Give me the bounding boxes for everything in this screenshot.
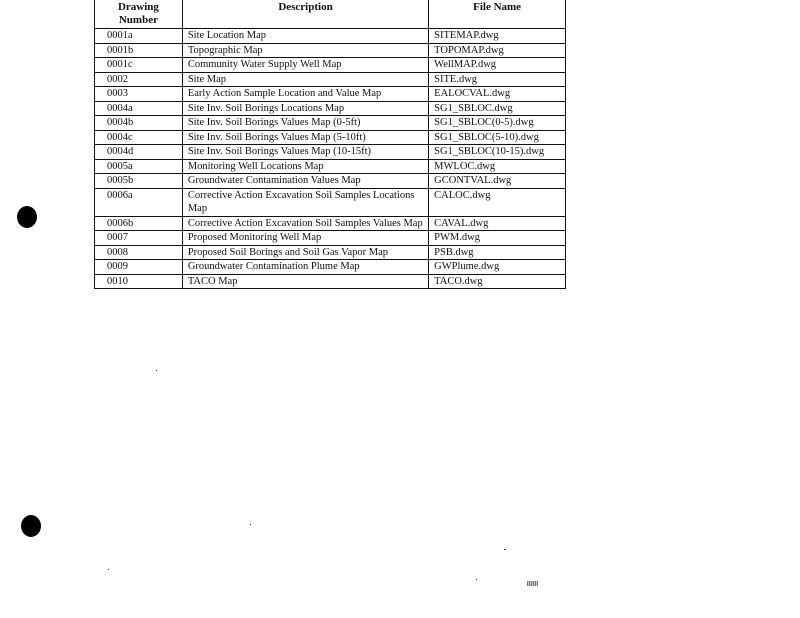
scan-speck <box>504 549 506 550</box>
description-cell: Site Inv. Soil Borings Locations Map <box>182 101 428 116</box>
description-cell: Groundwater Contamination Values Map <box>182 174 428 189</box>
table-row <box>95 216 566 231</box>
file-name-cell: EALOCVAL.dwg <box>429 87 566 102</box>
drawing-number-cell: 0001b <box>95 43 183 58</box>
drawing-number-cell: 0004b <box>95 116 183 131</box>
drawing-number-cell: 0004c <box>95 130 183 145</box>
table-row <box>95 159 566 174</box>
header-drawing-number: Drawing Number <box>95 0 183 29</box>
description-cell: Proposed Monitoring Well Map <box>182 231 428 246</box>
description-cell: Site Inv. Soil Borings Values Map (0-5ft) <box>182 116 428 131</box>
table-row <box>95 58 566 73</box>
description-cell: Early Action Sample Location and Value Map <box>182 87 428 102</box>
drawing-number-cell: 0009 <box>95 260 183 275</box>
drawing-index-table <box>94 0 566 289</box>
table-row <box>95 116 566 131</box>
table-row <box>95 231 566 246</box>
scan-speck <box>156 370 157 371</box>
description-cell: Community Water Supply Well Map <box>182 58 428 73</box>
table-row <box>95 87 566 102</box>
file-name-cell: GCONTVAL.dwg <box>429 174 566 189</box>
table-row <box>95 145 566 160</box>
drawing-number-cell: 0007 <box>95 231 183 246</box>
drawing-number-cell: 0005a <box>95 159 183 174</box>
file-name-cell: GWPlume.dwg <box>429 260 566 275</box>
file-name-cell: CALOC.dwg <box>429 188 566 216</box>
description-cell: Groundwater Contamination Plume Map <box>182 260 428 275</box>
description-cell: Corrective Action Excavation Soil Samples Locations Map <box>182 188 428 216</box>
description-cell: Site Inv. Soil Borings Values Map (5-10ft) <box>182 130 428 145</box>
table-row <box>95 29 566 44</box>
description-cell: Proposed Soil Borings and Soil Gas Vapor Map <box>182 245 428 260</box>
table-row <box>95 101 566 116</box>
file-name-cell: CAVAL.dwg <box>429 216 566 231</box>
table-header-row <box>95 0 566 29</box>
punch-hole-upper <box>17 206 37 228</box>
drawing-number-cell: 0010 <box>95 274 183 289</box>
file-name-cell: SG1_SBLOC.dwg <box>429 101 566 116</box>
description-cell: Monitoring Well Locations Map <box>182 159 428 174</box>
table-row <box>95 130 566 145</box>
scan-speck <box>108 569 109 570</box>
table-row <box>95 274 566 289</box>
table-row <box>95 245 566 260</box>
table-row <box>95 72 566 87</box>
header-file-name: File Name <box>429 0 566 29</box>
file-name-cell: PSB.dwg <box>429 245 566 260</box>
punch-hole-lower <box>21 515 41 537</box>
table-row <box>95 260 566 275</box>
description-cell: Site Map <box>182 72 428 87</box>
table-row <box>95 174 566 189</box>
description-cell: Site Inv. Soil Borings Values Map (10-15ft) <box>182 145 428 160</box>
file-name-cell: WellMAP.dwg <box>429 58 566 73</box>
file-name-cell: TACO.dwg <box>429 274 566 289</box>
drawing-number-cell: 0005b <box>95 174 183 189</box>
scan-mark <box>527 581 538 586</box>
drawing-number-cell: 0001c <box>95 58 183 73</box>
drawing-number-cell: 0004d <box>95 145 183 160</box>
drawing-number-cell: 0003 <box>95 87 183 102</box>
file-name-cell: SG1_SBLOC(5-10).dwg <box>429 130 566 145</box>
description-cell: Topographic Map <box>182 43 428 58</box>
drawing-number-cell: 0008 <box>95 245 183 260</box>
description-cell: TACO Map <box>182 274 428 289</box>
file-name-cell: SITE.dwg <box>429 72 566 87</box>
scan-speck <box>250 524 251 525</box>
drawing-number-cell: 0002 <box>95 72 183 87</box>
description-cell: Corrective Action Excavation Soil Samples Values Map <box>182 216 428 231</box>
scan-speck <box>476 579 477 580</box>
drawing-number-cell: 0006b <box>95 216 183 231</box>
drawing-number-cell: 0001a <box>95 29 183 44</box>
file-name-cell: SITEMAP.dwg <box>429 29 566 44</box>
drawing-number-cell: 0006a <box>95 188 183 216</box>
file-name-cell: SG1_SBLOC(10-15).dwg <box>429 145 566 160</box>
header-description: Description <box>182 0 428 29</box>
file-name-cell: PWM.dwg <box>429 231 566 246</box>
drawing-number-cell: 0004a <box>95 101 183 116</box>
description-cell: Site Location Map <box>182 29 428 44</box>
file-name-cell: TOPOMAP.dwg <box>429 43 566 58</box>
file-name-cell: MWLOC.dwg <box>429 159 566 174</box>
file-name-cell: SG1_SBLOC(0-5).dwg <box>429 116 566 131</box>
table-row <box>95 43 566 58</box>
table-row <box>95 188 566 216</box>
